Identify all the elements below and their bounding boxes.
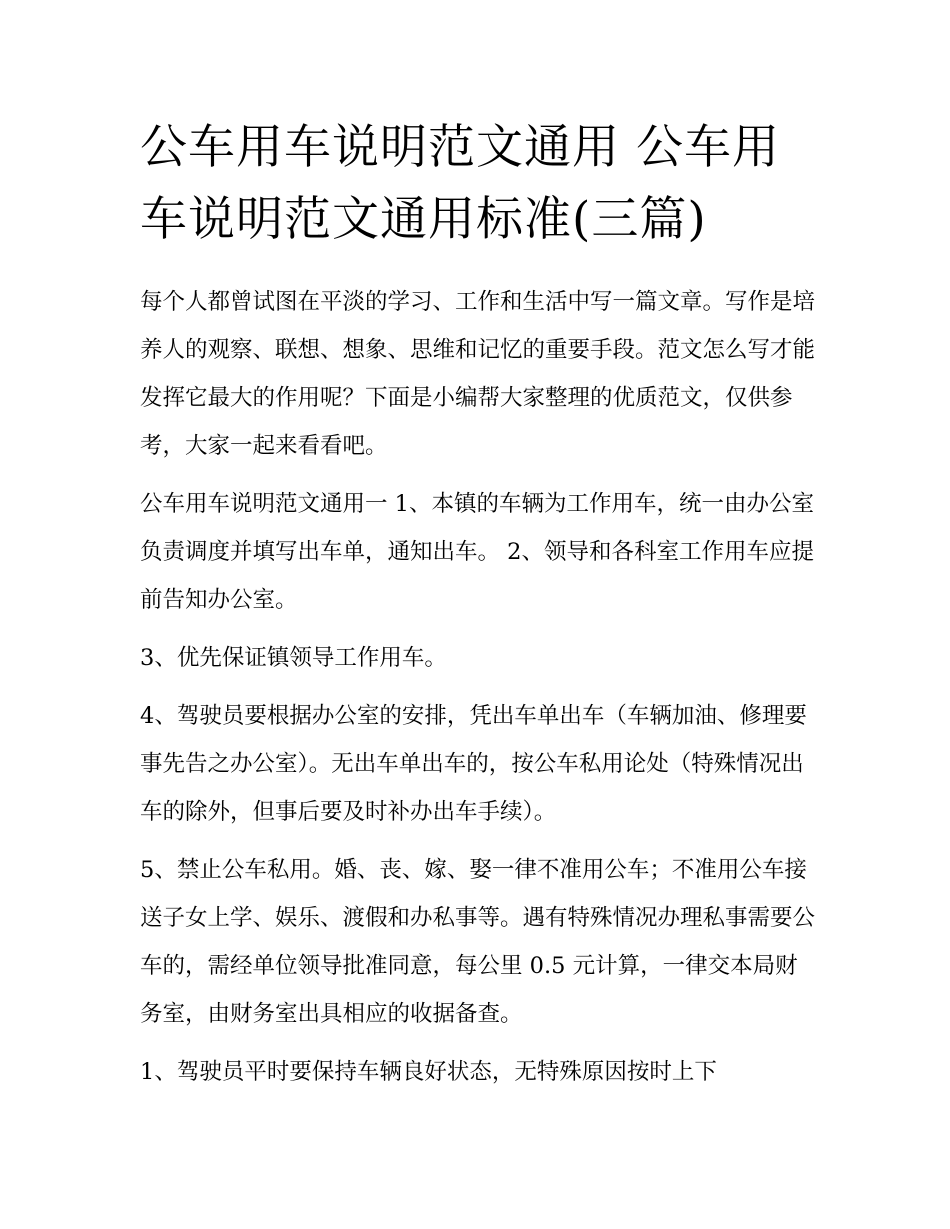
paragraph-rule-1: 公车用车说明范文通用一 1、本镇的车辆为工作用车，统一由办公室负责调度并填写出车单，通知出车。 2、领导和各科室工作用车应提前告知办公室。 [140, 491, 814, 613]
paragraph-intro: 每个人都曾试图在平淡的学习、工作和生活中写一篇文章。写作是培养人的观察、联想、想象、思维和记忆的重要手段。范文怎么写才能发挥它最大的作用呢？下面是小编帮大家整理的优质范文，仅供参考，大家一起来看看吧。 [140, 289, 816, 459]
document-title: 公车用车说明范文通用 公车用车说明范文通用标准(三篇) [140, 120, 780, 247]
document-body [140, 278, 815, 1106]
paragraph-rule-5: 5、禁止公车私用。婚、丧、嫁、娶一律不准用公车；不准用公车接送子女上学、娱乐、渡假和办私事等。遇有特殊情况办理私事需要公车的，需经单位领导批准同意，每公里 0.5 元计算，一律交本局财务室，由财务室出具相应的收据备查。 [140, 857, 816, 1027]
paragraph-rule-4: 4、驾驶员要根据办公室的安排，凭出车单出车（车辆加油、修理要事先告之办公室）。无出车单出车的，按公车私用论处（特殊情况出车的除外，但事后要及时补办出车手续）。 [140, 703, 807, 825]
paragraph-driver-rule-1: 1、驾驶员平时要保持车辆良好状态，无特殊原因按时上下 [140, 1059, 717, 1085]
paragraph-rule-3: 3、优先保证镇领导工作用车。 [140, 645, 447, 671]
